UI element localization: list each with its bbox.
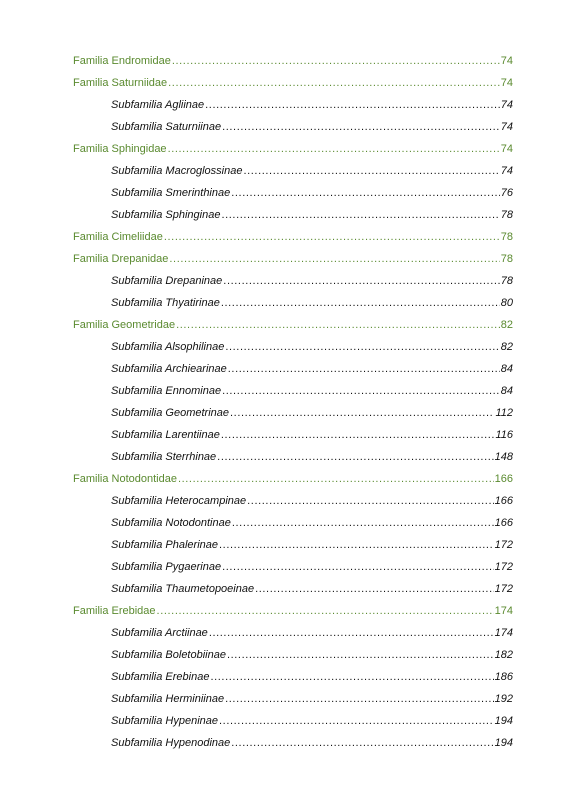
toc-dot-leader [217,446,493,468]
toc-dot-leader [222,116,500,138]
toc-subfamily-entry[interactable] [73,204,513,226]
toc-entry-page-number: 174 [494,605,513,617]
toc-entry-page-number: 166 [494,517,513,529]
toc-dot-leader [172,50,500,72]
toc-dot-leader [221,424,495,446]
toc-dot-leader [232,512,494,534]
toc-entry-page-number: 112 [495,407,513,419]
toc-subfamily-entry[interactable] [73,358,513,380]
toc-entry-label: Subfamilia Saturniinae [111,121,222,133]
toc-dot-leader [223,270,499,292]
toc-subfamily-entry[interactable] [73,116,513,138]
toc-subfamily-entry[interactable] [73,182,513,204]
toc-subfamily-entry[interactable] [73,666,513,688]
toc-entry-page-number: 78 [500,231,513,243]
toc-dot-leader [219,710,494,732]
toc-entry-page-number: 84 [500,385,513,397]
toc-entry-label: Subfamilia Heterocampinae [111,495,247,507]
toc-entry-label: Subfamilia Agliinae [111,99,205,111]
toc-dot-leader [164,226,500,248]
toc-entry-page-number: 172 [494,561,513,573]
toc-dot-leader [210,666,493,688]
toc-subfamily-entry[interactable] [73,534,513,556]
toc-entry-page-number: 194 [494,715,513,727]
toc-subfamily-entry[interactable] [73,622,513,644]
toc-entry-label: Familia Saturniidae [73,77,168,89]
toc-dot-leader [243,160,499,182]
toc-entry-label: Subfamilia Archiearinae [111,363,227,375]
toc-entry-label: Subfamilia Herminiinae [111,693,225,705]
toc-subfamily-entry[interactable] [73,688,513,710]
toc-entry-page-number: 82 [500,341,513,353]
toc-entry-label: Subfamilia Boletobiinae [111,649,226,661]
toc-family-entry[interactable] [73,72,513,94]
toc-subfamily-entry[interactable] [73,160,513,182]
toc-entry-page-number: 172 [494,583,513,595]
toc-entry-label: Subfamilia Geometrinae [111,407,230,419]
toc-dot-leader [221,204,499,226]
toc-entry-label: Subfamilia Sterrhinae [111,451,217,463]
toc-entry-page-number: 74 [500,55,513,67]
toc-dot-leader [225,336,499,358]
toc-entry-page-number: 78 [500,253,513,265]
toc-family-entry[interactable] [73,138,513,160]
toc-entry-page-number: 74 [500,121,513,133]
toc-entry-label: Subfamilia Phalerinae [111,539,219,551]
toc-subfamily-entry[interactable] [73,402,513,424]
toc-entry-page-number: 192 [494,693,513,705]
toc-entry-label: Familia Endromidae [73,55,171,67]
toc-dot-leader [168,138,500,160]
toc-dot-leader [228,358,500,380]
toc-entry-page-number: 82 [500,319,513,331]
toc-entry-label: Subfamilia Larentiinae [111,429,220,441]
toc-dot-leader [222,556,494,578]
toc-entry-label: Subfamilia Hypenodinae [111,737,231,749]
toc-subfamily-entry[interactable] [73,380,513,402]
toc-family-entry[interactable] [73,50,513,72]
toc-entry-label: Familia Cimeliidae [73,231,163,243]
table-of-contents [73,50,513,754]
toc-subfamily-entry[interactable] [73,94,513,116]
toc-entry-page-number: 74 [500,143,513,155]
toc-entry-label: Familia Geometridae [73,319,176,331]
toc-entry-page-number: 80 [500,297,513,309]
toc-subfamily-entry[interactable] [73,732,513,754]
toc-dot-leader [205,94,500,116]
toc-dot-leader [247,490,494,512]
toc-subfamily-entry[interactable] [73,644,513,666]
toc-entry-label: Subfamilia Arctiinae [111,627,208,639]
toc-family-entry[interactable] [73,248,513,270]
toc-subfamily-entry[interactable] [73,512,513,534]
toc-family-entry[interactable] [73,226,513,248]
toc-subfamily-entry[interactable] [73,336,513,358]
toc-entry-page-number: 76 [500,187,513,199]
toc-entry-label: Subfamilia Smerinthinae [111,187,231,199]
toc-entry-page-number: 186 [494,671,513,683]
toc-dot-leader [221,292,500,314]
toc-entry-page-number: 172 [494,539,513,551]
toc-family-entry[interactable] [73,314,513,336]
toc-dot-leader [227,644,494,666]
toc-entry-page-number: 84 [500,363,513,375]
toc-entry-label: Subfamilia Hypeninae [111,715,219,727]
toc-entry-label: Subfamilia Thyatirinae [111,297,220,309]
toc-entry-page-number: 74 [500,77,513,89]
toc-family-entry[interactable] [73,468,513,490]
toc-subfamily-entry[interactable] [73,710,513,732]
toc-entry-page-number: 78 [500,275,513,287]
toc-entry-page-number: 182 [494,649,513,661]
toc-subfamily-entry[interactable] [73,490,513,512]
toc-entry-label: Familia Erebidae [73,605,156,617]
toc-dot-leader [225,688,494,710]
toc-entry-page-number: 166 [494,473,513,485]
toc-dot-leader [222,380,500,402]
toc-subfamily-entry[interactable] [73,424,513,446]
toc-entry-page-number: 74 [500,165,513,177]
toc-entry-page-number: 174 [494,627,513,639]
toc-entry-label: Subfamilia Erebinae [111,671,210,683]
toc-dot-leader [157,600,494,622]
toc-entry-label: Subfamilia Thaumetopoeinae [111,583,255,595]
toc-entry-label: Familia Notodontidae [73,473,177,485]
toc-family-entry[interactable] [73,600,513,622]
toc-dot-leader [176,314,500,336]
toc-dot-leader [230,402,494,424]
toc-entry-label: Subfamilia Notodontinae [111,517,231,529]
toc-entry-label: Subfamilia Sphinginae [111,209,221,221]
toc-dot-leader [219,534,494,556]
toc-dot-leader [168,72,500,94]
toc-dot-leader [255,578,494,600]
toc-entry-label: Subfamilia Alsophilinae [111,341,225,353]
toc-dot-leader [169,248,499,270]
toc-dot-leader [178,468,494,490]
toc-subfamily-entry[interactable] [73,556,513,578]
toc-subfamily-entry[interactable] [73,446,513,468]
toc-dot-leader [209,622,494,644]
toc-entry-page-number: 74 [500,99,513,111]
toc-entry-page-number: 116 [495,429,513,441]
toc-entry-page-number: 166 [494,495,513,507]
toc-subfamily-entry[interactable] [73,578,513,600]
toc-subfamily-entry[interactable] [73,292,513,314]
toc-entry-label: Familia Sphingidae [73,143,167,155]
toc-dot-leader [231,182,500,204]
toc-entry-label: Familia Drepanidae [73,253,169,265]
toc-entry-page-number: 194 [494,737,513,749]
toc-subfamily-entry[interactable] [73,270,513,292]
toc-entry-page-number: 78 [500,209,513,221]
toc-entry-label: Subfamilia Ennominae [111,385,222,397]
toc-dot-leader [231,732,493,754]
toc-entry-page-number: 148 [494,451,513,463]
toc-entry-label: Subfamilia Macroglossinae [111,165,243,177]
toc-entry-label: Subfamilia Pygaerinae [111,561,222,573]
toc-entry-label: Subfamilia Drepaninae [111,275,223,287]
